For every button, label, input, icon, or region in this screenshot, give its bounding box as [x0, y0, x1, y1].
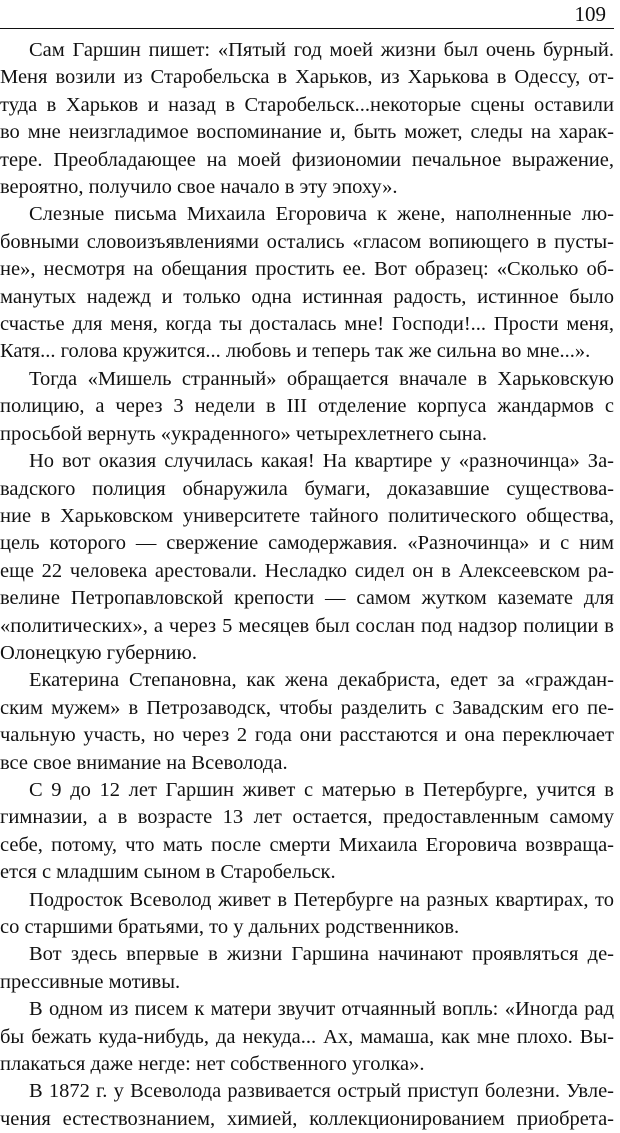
text-line: ется с младшим сыном в Старобельск. [0, 861, 336, 884]
paragraph-10 [0, 1078, 614, 1133]
text-line: полицию, а через 3 недели в III отделение корпуса жандармов с [0, 395, 614, 418]
text-line: Катя... голова кружится... любовь и теперь так же сильна во мне...». [0, 340, 591, 363]
paragraph-2 [0, 201, 614, 365]
text-line: вероятно, получило свое начало в эту эпоху». [0, 176, 398, 199]
text-line: велине Петропавловской крепости — самом жутком каземате для [0, 587, 614, 610]
text-line: Тогда «Мишель странный» обращается вначале в Харьковскую [29, 367, 614, 390]
paragraph-1 [0, 37, 614, 201]
text-line: Слезные письма Михаила Егоровича к жене, наполненные лю- [29, 203, 614, 226]
text-line: не», несмотря на обещания простить ее. Вот образец: «Сколько об- [0, 258, 614, 281]
text-line: еще 22 человека арестовали. Несладко сидел он в Алексеевском ра- [0, 559, 614, 582]
text-line: просьбой вернуть «украденного» четырехлетнего сына. [0, 422, 487, 445]
text-line: «политических», а через 5 месяцев был сослан под надзор полиции в [0, 614, 614, 637]
text-line: плакаться даже негде: нет собственного уголка». [0, 1053, 425, 1076]
page-number: 109 [574, 2, 606, 26]
text-line: ским мужем» в Петрозаводск, чтобы разделить с Завадским его пе- [0, 696, 614, 719]
text-line: Екатерина Степановна, как жена декабриста, едет за «граждан- [29, 669, 614, 692]
body-text [0, 37, 614, 1133]
text-line: гимназии, а в возрасте 13 лет остается, предоставленным самому [0, 806, 614, 829]
text-line: себе, потому, что мать после смерти Михаила Егоровича возвраща- [0, 833, 614, 856]
text-line: Но вот оказия случилась какая! На квартире у «разночинца» За- [29, 450, 614, 473]
text-line: прессивные мотивы. [0, 970, 181, 993]
text-line: В одном из писем к матери звучит отчаянный вопль: «Иногда рад [29, 998, 614, 1021]
text-line: счастье для меня, когда ты досталась мне! Господи!... Прости меня, [0, 313, 614, 336]
text-line: Олонецкую губернию. [0, 641, 197, 664]
text-line: все свое внимание на Всеволода. [0, 751, 288, 774]
text-line: вадского полиция обнаружила бумаги, доказавшие существова- [0, 477, 614, 500]
text-line: цель которого — свержение самодержавия. «Разночинца» и с ним [0, 532, 614, 555]
text-line: ние в Харьковском университете тайного политического общества, [0, 504, 614, 527]
text-line: тере. Преобладающее на моей физиономии печальное выражение, [0, 148, 614, 171]
text-line: В 1872 г. у Всеволода развивается острый приступ болезни. Увле- [29, 1080, 614, 1103]
header-rule [0, 28, 614, 29]
text-line: туда в Харьков и назад в Старобельск...некоторые сцены оставили [0, 93, 614, 116]
text-line: Сам Гаршин пишет: «Пятый год моей жизни был очень бурный. [29, 39, 614, 61]
text-line: манутых надежд и только одна истинная радость, истинное было [0, 285, 614, 308]
paragraph-5 [0, 667, 614, 777]
text-line: Вот здесь впервые в жизни Гаршина начинают проявляться де- [29, 943, 614, 966]
paragraph-7 [0, 887, 614, 942]
paragraph-9 [0, 996, 614, 1078]
text-line: бовными словоизъявлениями остались «гласом вопиющего в пусты- [0, 230, 614, 253]
paragraph-8 [0, 941, 614, 996]
paragraph-3 [0, 366, 614, 448]
text-line: Меня возили из Старобельска в Харьков, из Харькова в Одессу, от- [0, 66, 614, 89]
paragraph-6 [0, 777, 614, 887]
text-line: бы бежать куда-нибудь, да некуда... Ах, мамаша, как мне плохо. Вы- [0, 1025, 614, 1048]
paragraph-4 [0, 448, 614, 667]
text-line: чения естествознанием, химией, коллекционированием приобрета- [0, 1107, 614, 1130]
text-line: во мне неизгладимое воспоминание и, быть может, следы на харак- [0, 121, 614, 144]
text-line: С 9 до 12 лет Гаршин живет с матерью в Петербурге, учится в [29, 778, 614, 801]
text-line: со старшими братьями, то у дальних родственников. [0, 916, 460, 938]
text-line: Подросток Всеволод живет в Петербурге на разных квартирах, то [29, 888, 614, 911]
text-line: чальную участь, но через 2 года они расстаются и она переключает [0, 724, 614, 747]
